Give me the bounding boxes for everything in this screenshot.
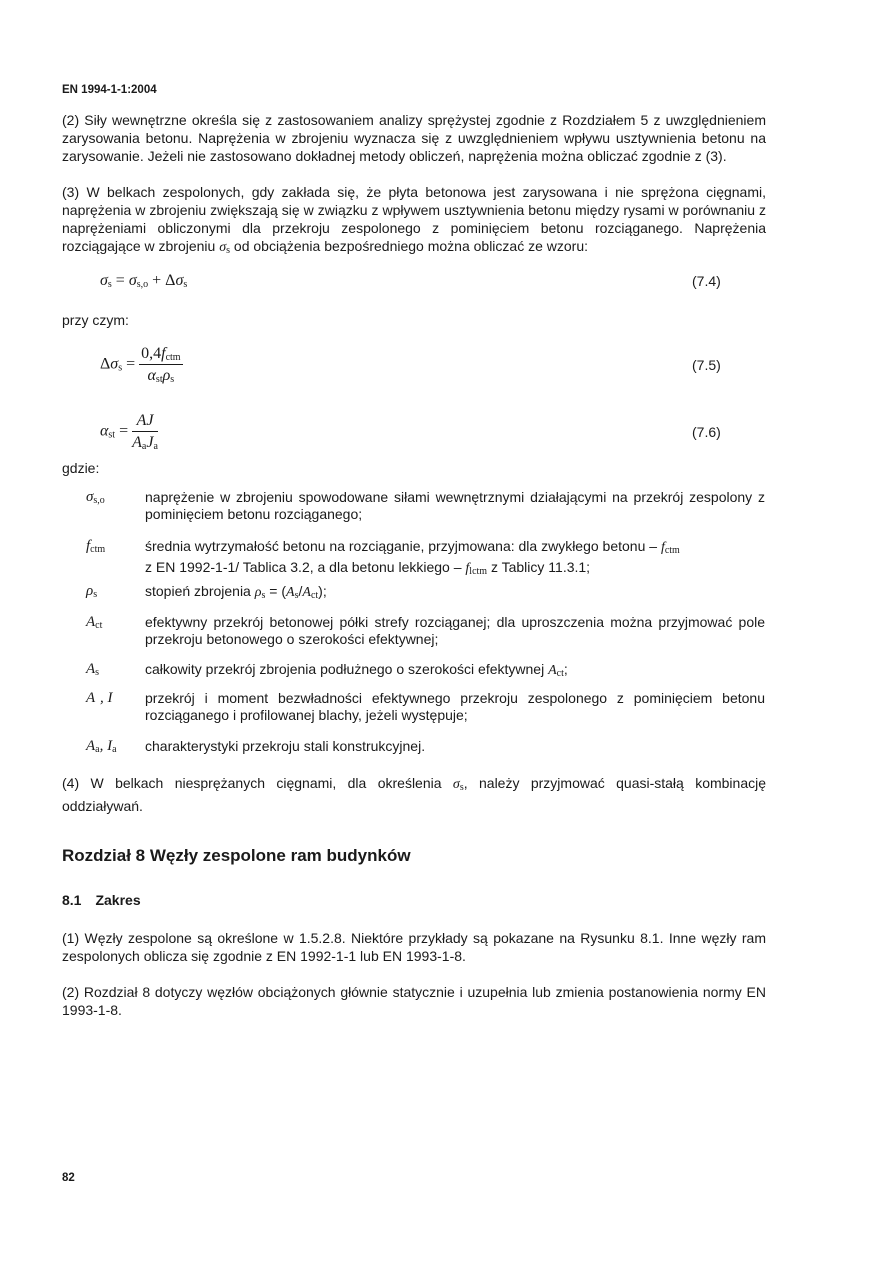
- sigma-s-symbol: σs: [452, 777, 464, 793]
- definition-rho-s: [62, 583, 768, 601]
- equation-7-5-number: (7.5): [692, 357, 721, 373]
- equation-7-5: Δσs = $\frac{\text{0,4fctm}}{\text{αstρs}}$: [100, 345, 181, 385]
- symbol-fctm: fctm: [86, 538, 106, 555]
- symbol-separator: , I: [100, 690, 113, 706]
- page-number: 82: [62, 1172, 75, 1184]
- paragraph-3-text: (3) W belkach zespolonych, gdy zakłada się, że płyta betonowa jest zarysowana i nie sprężona cięgnami, naprężenia w zbrojeniu zwiększają się w związku z wpływem usztywnienia betonu między rysami w porównaniu z naprężeniami obliczonymi dla przekroju zespolonego z pominięciem betonu rozciąganego. Naprężenia rozciągające w zbrojeniu: [62, 184, 766, 254]
- paragraph-4-tail: , należy przyjmować quasi-stałą kombinację oddziaływań.: [62, 775, 767, 814]
- equation-7-4-number: (7.4): [692, 273, 721, 289]
- chapter-heading: Rozdział 8 Węzły zespolone ram budynków: [62, 846, 411, 865]
- definition-text: średnia wytrzymałość betonu na rozciąganie, przyjmowana: dla zwykłego betonu – fctm z EN 1992-1-1/ Tablica 3.2, a dla betonu lekkiego – flctm z Tablicy 11.3.1;: [145, 538, 680, 577]
- definition-a-i: [62, 690, 768, 726]
- definition-text: stopień zbrojenia ρs = (As/Act);: [145, 583, 327, 601]
- paragraph-3-tail: od obciążenia bezpośredniego można obliczać ze wzoru:: [233, 238, 589, 254]
- symbol-aa-ia: Aa, Ia: [86, 738, 117, 755]
- section-8-1-paragraph-2: (2) Rozdział 8 dotyczy węzłów obciążonych głównie statycznie i uzupełnia lub zmienia postanowienia normy EN 1993-1-8.: [62, 984, 766, 1018]
- definition-text: przekrój i moment bezwładności efektywnego przekroju zespolonego z pominięciem betonu rozciąganego i profilowanej blachy, jeżeli występuje;: [145, 690, 765, 723]
- symbol-sigma-so: σs,o: [86, 489, 105, 506]
- paragraph-2: (2) Siły wewnętrzne określa się z zastosowaniem analizy sprężystej zgodnie z Rozdziałem 5 z uwzględnieniem zarysowania betonu. Naprężenia w zbrojeniu wyznacza się z uwzględnieniem wpływu usztywnienia betonu na zarysowanie. Jeżeli nie zastosowano dokładnej metody obliczeń, naprężenia można obliczać zgodnie z (3).: [62, 112, 766, 164]
- section-title: Zakres: [95, 892, 141, 908]
- document-code: EN 1994-1-1:2004: [62, 84, 157, 96]
- paragraph-4: [62, 774, 766, 815]
- przy-czym-label: przy czym:: [62, 312, 129, 328]
- definition-aa-ia: [62, 738, 768, 756]
- definition-text: charakterystyki przekroju stali konstrukcyjnej.: [145, 738, 426, 754]
- section-number: 8.1: [62, 892, 82, 908]
- sigma-s-symbol: σs: [219, 240, 231, 256]
- definition-text: naprężenie w zbrojeniu spowodowane siłami wewnętrznymi działającymi na przekrój zespolony z pominięciem betonu rozciąganego;: [145, 489, 765, 522]
- equation-7-6-number: (7.6): [692, 424, 721, 440]
- definition-sigma-so: [62, 489, 768, 525]
- coefficient: 0,4: [141, 345, 162, 362]
- paragraph-3: [62, 183, 766, 260]
- symbol-rho-s: ρs: [86, 583, 98, 600]
- definition-act: [62, 614, 768, 650]
- equation-7-6: αst = $\frac{AJ}{\text{AaJa}}$: [100, 412, 158, 452]
- definition-as: [62, 661, 768, 679]
- section-heading: [62, 892, 141, 908]
- symbol-as: As: [86, 661, 100, 678]
- symbol-act: Act: [86, 614, 103, 631]
- definition-text: całkowity przekrój zbrojenia podłużnego o szerokości efektywnej Act;: [145, 661, 568, 679]
- symbol-a-i: A: [86, 690, 96, 706]
- paragraph-4-text: (4) W belkach niesprężanych cięgnami, dla określenia: [62, 775, 442, 791]
- gdzie-label: gdzie:: [62, 460, 100, 476]
- equation-7-4: σs = σs,o + Δσs: [100, 272, 188, 290]
- section-8-1-paragraph-1: (1) Węzły zespolone są określone w 1.5.2.8. Niektóre przykłady są pokazane na Rysunku 8.1. Inne węzły ram zespolonych oblicza się zgodnie z EN 1992-1-1 lub EN 1993-1-8.: [62, 930, 766, 964]
- definition-fctm: [62, 538, 768, 577]
- definition-text: efektywny przekrój betonowej półki strefy rozciąganej; dla uproszczenia można przyjmować pole przekroju betonowego o szerokości efektywnej;: [145, 614, 765, 647]
